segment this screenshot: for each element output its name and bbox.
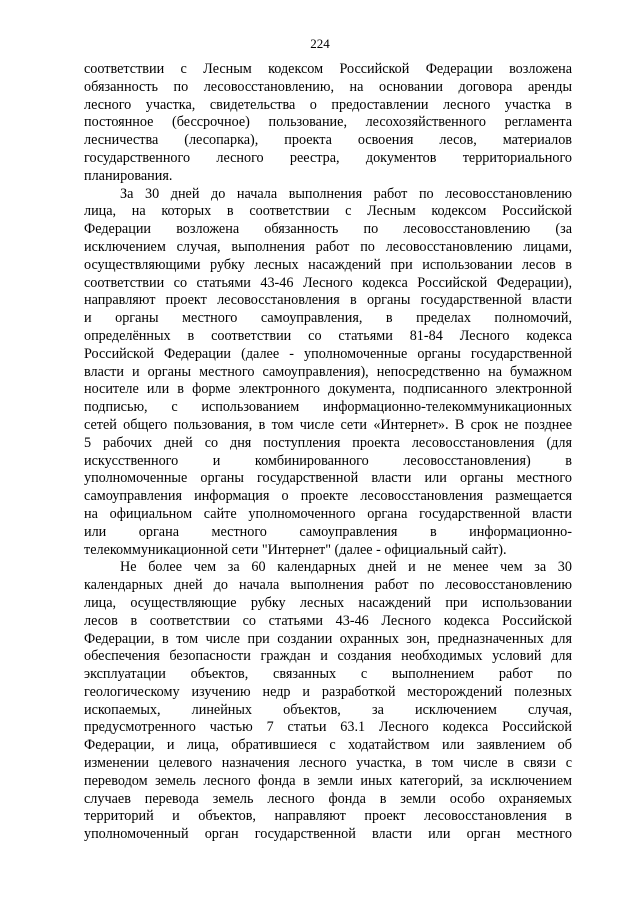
text-line: на официальном сайте уполномоченного органа государственной власти: [84, 505, 572, 522]
text-line: уполномоченные органы государственной власти или органы местного: [84, 470, 572, 487]
text-line: сетей общего пользования, в том числе сети «Интернет». В срок не позднее: [84, 416, 572, 433]
text-line: направляют проект лесовосстановления в органы государственной власти: [84, 292, 572, 309]
body-text: [84, 61, 572, 844]
text-line: государственного лесного реестра, документов территориального: [84, 149, 572, 166]
text-line: 5 рабочих дней со дня поступления проекта лесовосстановления (для: [84, 434, 572, 451]
text-line: территорий и объектов, направляют проект лесовосстановления в: [84, 808, 572, 825]
text-line: переводом земель лесного фонда в земли иных категорий, за исключением: [84, 772, 572, 789]
text-line: ископаемых, линейных объектов, за исключением случая,: [84, 701, 572, 718]
text-line: календарных дней до начала выполнения работ по лесовосстановлению: [84, 577, 572, 594]
text-line: обязанность по лесовосстановлению, на основании договора аренды: [84, 78, 572, 95]
text-line: За 30 дней до начала выполнения работ по лесовосстановлению: [120, 185, 572, 202]
text-line: случаев перевода земель лесного фонда в земли особо охраняемых: [84, 790, 572, 807]
text-line: Российской Федерации (далее - уполномоченные органы государственной: [84, 345, 572, 362]
text-line: планирования.: [84, 167, 173, 184]
text-line: изменении целевого назначения лесного участка, в том числе в связи с: [84, 755, 572, 772]
text-line: осуществляющими рубку лесных насаждений при использовании лесов в: [84, 256, 572, 273]
text-line: искусственного и комбинированного лесовосстановления) в: [84, 452, 572, 469]
text-line: Федерации возложена обязанность по лесовосстановлению (за: [84, 221, 572, 238]
text-line: обеспечения безопасности граждан и создания необходимых условий для: [84, 648, 572, 665]
text-line: лица, на которых в соответствии с Лесным кодексом Российской: [84, 203, 572, 220]
text-line: определённых в соответствии со статьями 81-84 Лесного кодекса: [84, 327, 572, 344]
text-line: исключением случая, выполнения работ по лесовосстановлению лицами,: [84, 238, 572, 255]
text-line: лица, осуществляющие рубку лесных насаждений при использовании: [84, 594, 572, 611]
text-line: лесного участка, свидетельства о предоставлении лесного участка в: [84, 96, 572, 113]
text-line: Федерации, и лица, обратившиеся с ходатайством или заявлением об: [84, 737, 572, 754]
text-line: постоянное (бессрочное) пользование, лесохозяйственного регламента: [84, 114, 572, 131]
text-line: соответствии с Лесным кодексом Российской Федерации возложена: [84, 61, 572, 77]
text-line: лесничества (лесопарка), проекта освоения лесов, материалов: [84, 132, 572, 149]
page-number: 224: [310, 36, 330, 51]
text-line: Не более чем за 60 календарных дней и не менее чем за 30: [120, 559, 572, 576]
text-line: геологическому изучению недр и разработкой месторождений полезных: [84, 683, 572, 700]
text-line: предусмотренного частью 7 статьи 63.1 Лесного кодекса Российской: [84, 719, 572, 736]
text-line: лесов в соответствии со статьями 43-46 Лесного кодекса Российской: [84, 612, 572, 629]
text-line: уполномоченный орган государственной власти или орган местного: [84, 826, 572, 843]
text-line: или органа местного самоуправления в информационно-: [84, 523, 572, 540]
text-line: соответствии со статьями 43-46 Лесного кодекса Российской Федерации),: [84, 274, 572, 291]
text-line: власти и органы местного самоуправления), непосредственно на бумажном: [84, 363, 572, 380]
text-line: носителе или в форме электронного документа, подписанного электронной: [84, 381, 572, 398]
text-line: эксплуатации объектов, связанных с выполнением работ по: [84, 666, 572, 683]
text-line: телекоммуникационной сети "Интернет" (далее - официальный сайт).: [84, 541, 507, 558]
text-line: и органы местного самоуправления, в пределах полномочий,: [84, 310, 572, 327]
text-line: самоуправления информация о проекте лесовосстановления размещается: [84, 488, 572, 505]
text-line: Федерации, в том числе при создании охранных зон, предназначенных для: [84, 630, 572, 647]
text-line: подписью, с использованием информационно-телекоммуникационных: [84, 399, 572, 416]
